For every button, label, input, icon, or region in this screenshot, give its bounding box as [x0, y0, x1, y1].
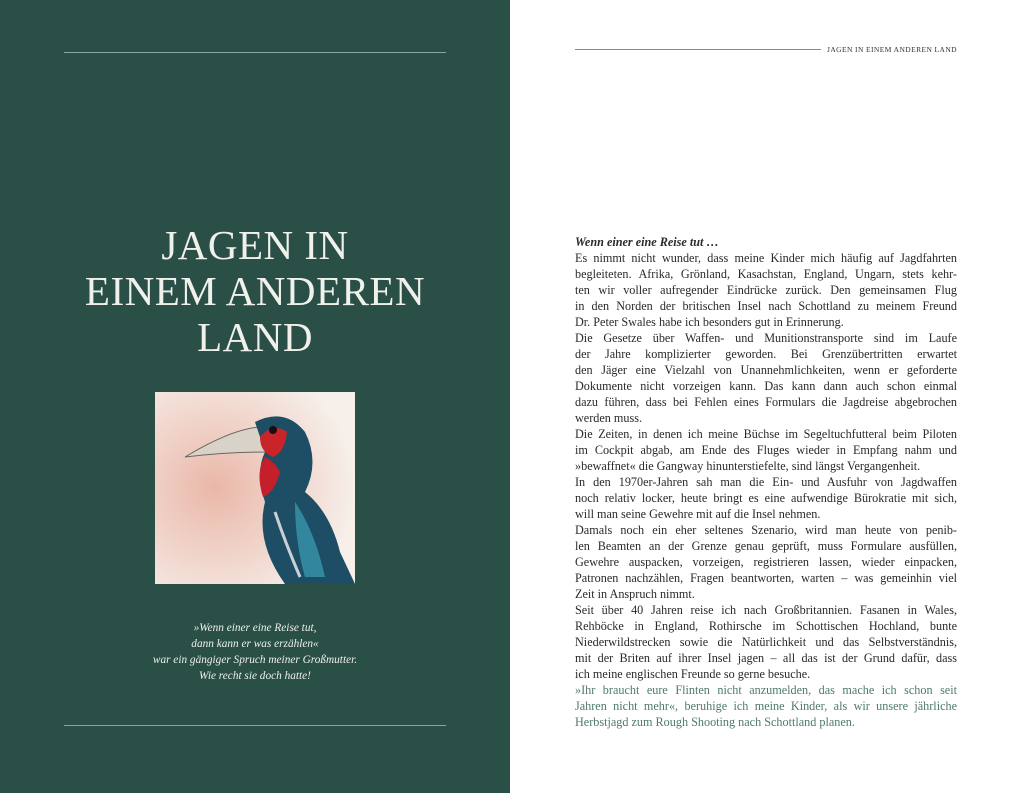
text-line: Die Gesetze über Waffen- und Munitionstransporte sind im Laufe [575, 331, 957, 345]
text-line: Die Zeiten, in denen ich meine Büchse im Segeltuchfutteral beim Piloten [575, 427, 957, 441]
paragraph [575, 522, 957, 602]
text-line: mit der Briten auf ihrer Insel jagen – all das ist der Grund dafür, dass [575, 651, 957, 665]
text-line: »Ihr braucht eure Flinten nicht anzumelden, das mache ich schon seit [575, 683, 957, 697]
quote-line: war ein gängiger Spruch meiner Großmutter. [152, 654, 358, 666]
quote-line: Wie recht sie doch hatte! [199, 670, 311, 682]
text-line: In den 1970er-Jahren sah man die Ein- und Ausfuhr von Jagdwaffen [575, 475, 957, 489]
text-line: Gewehre auspacken, vorzeigen, registrieren lassen, wieder einpacken, [575, 555, 957, 569]
text-line: den Jäger eine Vielzahl von Unannehmlichkeiten, wenn er geforderte [575, 363, 957, 377]
paragraph [575, 602, 957, 682]
text-line: werden muss. [575, 411, 643, 425]
text-line: Herbstjagd zum Rough Shooting nach Schottland planen. [575, 715, 855, 729]
text-line: Dr. Peter Swales habe ich besonders gut in Erinnerung. [575, 315, 844, 329]
chapter-title [40, 222, 470, 360]
text-line: »bewaffnet« die Gangway hinunterstiefelte, sind längst Vergangenheit. [575, 459, 921, 473]
paragraph [575, 474, 957, 522]
text-line: Zeit in Anspruch nimmt. [575, 587, 695, 601]
paragraph [575, 426, 957, 474]
text-line: Dokumente nicht vorzeigen kann. Das kann dann auch schon einmal [575, 379, 957, 393]
text-line: Seit über 40 Jahren reise ich nach Großbritannien. Fasanen in Wales, [575, 603, 957, 617]
text-line: Niederwildstrecken sowie die Natürlichkeit und das Selbstverständnis, [575, 635, 957, 649]
quote-line: dann kann er was erzählen« [191, 638, 319, 650]
title-line: JAGEN IN [161, 222, 349, 268]
paragraph [575, 250, 957, 330]
title-line: LAND [197, 314, 313, 360]
text-line: Jahren nicht mehr«, beruhige ich meine Kinder, als wir unsere jährliche [575, 699, 957, 713]
text-line: ich meine englischen Freunde so gerne besuche. [575, 667, 811, 681]
running-head-text: JAGEN IN EINEM ANDEREN LAND [827, 45, 957, 54]
text-line: Damals noch ein eher seltenes Szenario, wird man heute von penib- [575, 523, 957, 537]
text-line: len Beamten an der Grenze genau geprüft, muss Formulare ausfüllen, [575, 539, 957, 553]
top-rule [64, 52, 446, 53]
text-line: Rehböcke in England, Rothirsche im Schottischen Hochland, bunte [575, 619, 957, 633]
quote-line: »Wenn einer eine Reise tut, [193, 622, 317, 634]
text-line: in den Norden der britischen Insel nach Schottland zu meinem Freund [575, 299, 957, 313]
text-line: Es nimmt nicht wunder, dass meine Kinder mich häufig auf Jagdfahrten [575, 251, 957, 265]
text-line: der Jahre komplizierter geworden. Bei Grenzübertritten erwartet [575, 347, 957, 361]
text-line: im Cockpit abgab, am Ende des Fluges wieder in Empfang nahm und [575, 443, 957, 457]
text-line: begleiteten. Afrika, Grönland, Kasachstan, England, Ungarn, stets kehr- [575, 267, 957, 281]
running-head-rule [575, 49, 821, 50]
bottom-rule [64, 725, 446, 726]
text-line: ten wir voller aufregender Eindrücke zurück. Den gemeinsamen Flug [575, 283, 957, 297]
title-line: EINEM ANDEREN [84, 268, 426, 314]
text-line: Patronen nachzählen, Fragen beantworten, warten – was gemeinhin viel [575, 571, 957, 585]
paragraph [575, 682, 957, 730]
text-line: noch relativ locker, heute bringt es eine aufwendige Bürokratie mit sich, [575, 491, 957, 505]
text-line: dazu führen, dass bei Fehlen eines Formulars die Jagdreise abgebrochen [575, 395, 957, 409]
text-line: will man seine Gewehre mit auf die Insel nehmen. [575, 507, 821, 521]
running-head [575, 45, 957, 54]
section-heading: Wenn einer eine Reise tut … [575, 235, 719, 249]
epigraph-quote [60, 620, 450, 684]
hornbill-illustration [155, 392, 355, 584]
body-text [575, 234, 957, 730]
paragraph [575, 330, 957, 426]
